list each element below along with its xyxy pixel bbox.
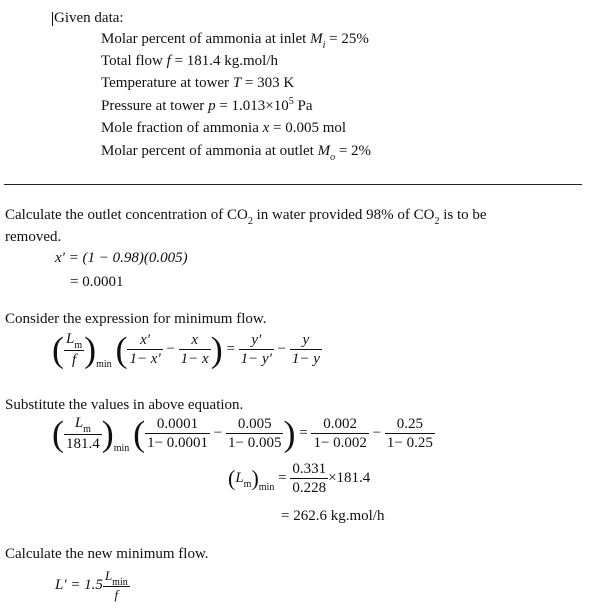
step2-text: Consider the expression for minimum flow.	[5, 311, 267, 327]
given-item-outlet: Molar percent of ammonia at outlet $M_o = 2\%$	[101, 143, 372, 163]
given-item-flow: Total flow f = 181.4 kg.mol/h	[101, 53, 278, 69]
result-equation: $(L_m)_{min}$ = $\frac{0.331}{0.228}$ ×181.4	[228, 461, 371, 496]
min-flow-equation: ( $\frac{L_m}{f}$ )$_{min}$ ( $\frac{x'}{1- x'}$ − $\frac{x}{1- x}$ ) = $\frac{y'}{1- y'}$ − $\frac{y}{1- y}$	[52, 329, 320, 370]
given-item-temperature: Temperature at tower T = 303 K	[101, 75, 295, 91]
step1-text-cont: removed.	[5, 229, 62, 245]
section-divider	[4, 184, 582, 185]
new-min-flow-equation: L' = 1.5 $\frac{L_{min}}{f}$	[55, 568, 128, 602]
step3-text: Substitute the values in above equation.	[5, 397, 244, 413]
substituted-equation: ( $\frac{L_m}{181.4}$ )$_{min}$ ( $\frac{0.0001}{1- 0.0001}$ − $\frac{0.005}{1- 0.005}$ ) = $\frac{0.002}{1- 0.002}$ − $\frac{0.25}{1- 0.25}$	[52, 413, 433, 454]
text-cursor	[52, 12, 53, 26]
given-item-pressure: Pressure at tower $p = 1.013\times 10^5$ Pa	[101, 96, 313, 114]
step4-text: Calculate the new minimum flow.	[5, 546, 209, 562]
given-item-inlet: Molar percent of ammonia at inlet $M_i = 25\%$	[101, 31, 369, 51]
step1-eq1: x' = (1 − 0.98)(0.005)	[55, 250, 188, 266]
result-final: = 262.6 kg.mol/h	[281, 508, 385, 524]
given-heading: Given data:	[54, 10, 124, 26]
given-item-mole-fraction: Mole fraction of ammonia x = 0.005 mol	[101, 120, 347, 136]
step1-text: Calculate the outlet concentration of $CO_2$ in water provided 98% of $CO_2$ is to be	[5, 207, 487, 227]
step1-eq2: = 0.0001	[70, 274, 124, 290]
